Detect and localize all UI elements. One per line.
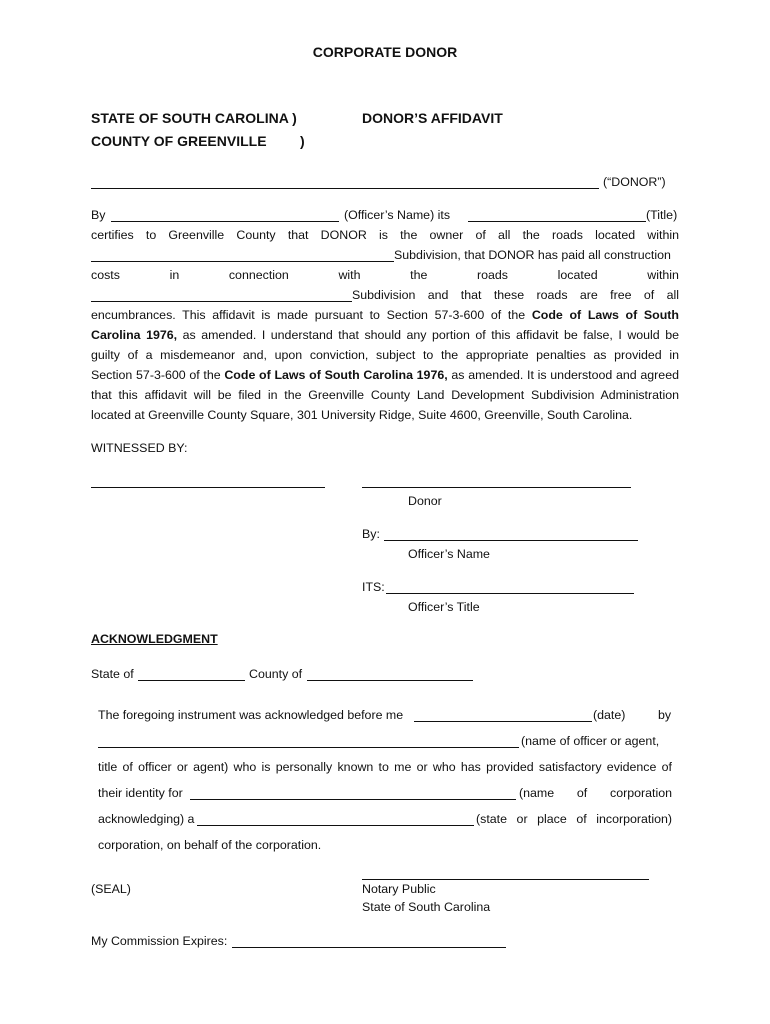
witness-signature-field[interactable]	[91, 487, 325, 488]
word: of	[576, 786, 588, 800]
county-of-label: County of	[249, 667, 303, 681]
body-line-8: guilty of a misdemeanor and, upon conviction, subject to the appropriate penalties as provided in	[91, 348, 679, 362]
title-label: (Title)	[646, 208, 678, 222]
ack-date-field[interactable]	[414, 721, 592, 722]
word: in	[169, 268, 180, 282]
by-signature-label: By:	[362, 527, 380, 541]
witnessed-by-label: WITNESSED BY:	[91, 441, 188, 455]
body-line-7-text: as amended. I understand that should any portion of this affidavit be false, I would be	[182, 328, 679, 342]
seal-label: (SEAL)	[91, 882, 131, 896]
notary-public-label: Notary Public	[362, 882, 436, 896]
officer-name-signature-field[interactable]	[384, 540, 638, 541]
ack-identity-field[interactable]	[190, 799, 516, 800]
code-of-laws-ref-2: Code of Laws of South Carolina 1976,	[224, 368, 448, 382]
ack-line-3: title of officer or agent) who is personally known to me or who has provided satisfactory evidence of	[98, 760, 672, 774]
body-line-4	[91, 268, 679, 282]
officer-title-caption: Officer’s Title	[408, 600, 480, 614]
body-line-9	[91, 368, 679, 382]
body-line-6	[91, 308, 679, 322]
donor-label: (“DONOR”)	[603, 175, 666, 189]
commission-expires-field[interactable]	[232, 947, 506, 948]
ack-line-4-text: their identity for	[98, 786, 183, 800]
ack-by-label: by	[658, 708, 672, 722]
body-line-7	[91, 328, 679, 342]
officer-name-label: (Officer’s Name) its	[344, 208, 451, 222]
word: located	[557, 268, 598, 282]
acknowledgment-heading: ACKNOWLEDGMENT	[91, 632, 218, 646]
body-line-5	[352, 288, 679, 302]
body-line-10: that this affidavit will be filed in the Greenville County Land Development Subdivision Administration	[91, 388, 679, 402]
commission-expires-label: My Commission Expires:	[91, 934, 228, 948]
ack-line-5-tail: (state or place of incorporation)	[476, 812, 672, 826]
county-caption: COUNTY OF GREENVILLE	[91, 133, 267, 149]
body-line-3: Subdivision, that DONOR has paid all construction	[394, 248, 671, 262]
officer-title-field[interactable]	[468, 221, 646, 222]
body-line-2: certifies to Greenville County that DONOR is the owner of all the roads located within	[91, 228, 679, 242]
ack-line-6: corporation, on behalf of the corporation.	[98, 838, 322, 852]
body-line-9-text-a: Section 57-3-600 of the	[91, 368, 221, 382]
donor-name-field[interactable]	[91, 188, 599, 189]
donor-signature-label: Donor	[408, 494, 442, 508]
by-label: By	[91, 208, 106, 222]
subdivision-field-2[interactable]	[91, 301, 352, 302]
word: connection	[228, 268, 289, 282]
officer-name-caption: Officer’s Name	[408, 547, 490, 561]
body-line-11: located at Greenville County Square, 301 University Ridge, Suite 4600, Greenville, South Carolina.	[91, 408, 633, 422]
state-of-label: State of	[91, 667, 134, 681]
ack-line-4-tail	[519, 786, 672, 800]
officer-title-signature-field[interactable]	[386, 593, 634, 594]
ack-state-field[interactable]	[197, 825, 474, 826]
county-caption-paren: )	[300, 133, 305, 149]
affidavit-title: DONOR’S AFFIDAVIT	[362, 110, 503, 126]
code-of-laws-ref: Code of Laws of South	[531, 308, 679, 322]
ack-officer-name-field[interactable]	[98, 747, 519, 748]
document-title: CORPORATE DONOR	[312, 44, 458, 60]
ack-line-1-text: The foregoing instrument was acknowledged before me	[98, 708, 404, 722]
word: the	[410, 268, 428, 282]
county-of-field[interactable]	[307, 680, 473, 681]
word: costs	[91, 268, 120, 282]
word: (name	[519, 786, 555, 800]
carolina-1976-ref: Carolina 1976,	[91, 328, 178, 342]
ack-line-2-text: (name of officer or agent,	[521, 734, 660, 748]
state-caption: STATE OF SOUTH CAROLINA )	[91, 110, 297, 126]
notary-state-label: State of South Carolina	[362, 900, 491, 914]
subdivision-field-1[interactable]	[91, 261, 394, 262]
ack-date-label: (date)	[593, 708, 626, 722]
officer-name-field[interactable]	[111, 221, 339, 222]
body-line-6-text: encumbrances. This affidavit is made pursuant to Section 57-3-600 of the	[91, 308, 526, 322]
word: corporation	[610, 786, 672, 800]
its-label: ITS:	[362, 580, 385, 594]
word: roads	[477, 268, 508, 282]
donor-signature-field[interactable]	[362, 487, 631, 488]
notary-signature-field[interactable]	[362, 879, 649, 880]
word: within	[647, 268, 679, 282]
ack-line-5-text: acknowledging) a	[98, 812, 195, 826]
state-of-field[interactable]	[138, 680, 245, 681]
body-line-5-text: Subdivision and that these roads are free of all	[352, 288, 679, 302]
word: with	[338, 268, 361, 282]
body-line-9-text-c: as amended. It is understood and agreed	[451, 368, 679, 382]
